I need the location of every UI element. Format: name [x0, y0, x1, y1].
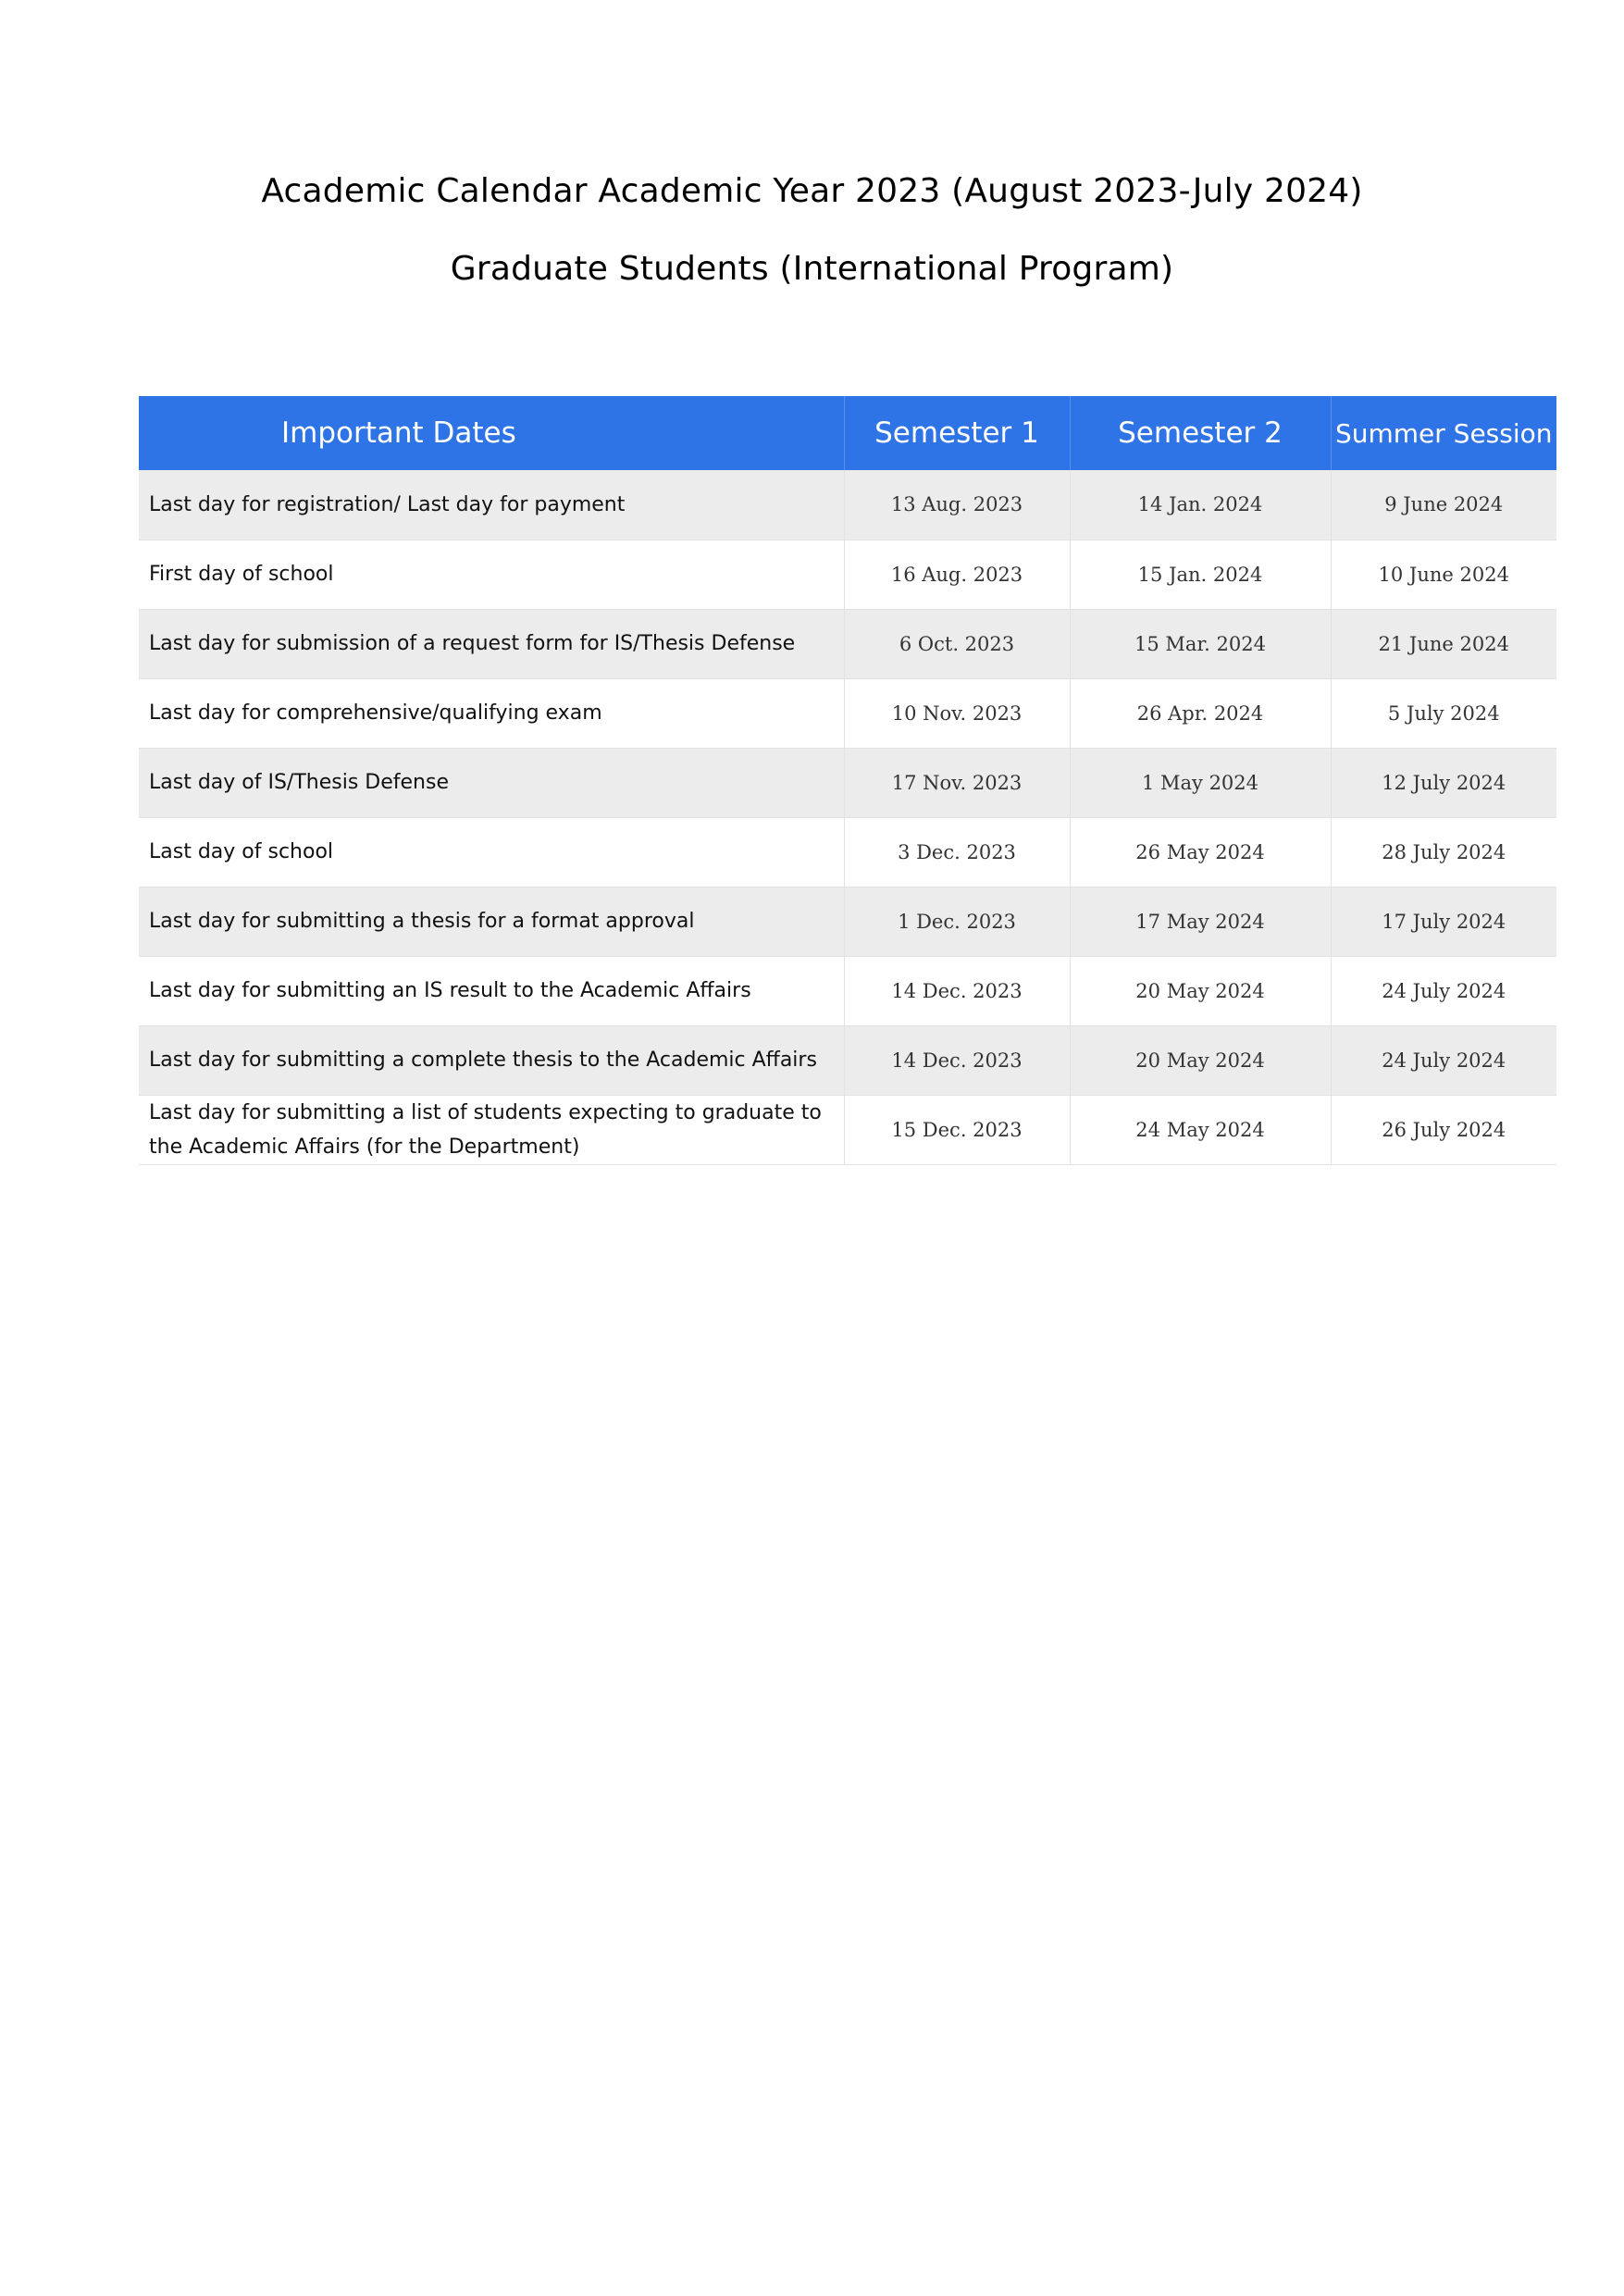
summer-date: 28 July 2024 [1382, 840, 1506, 863]
header-row [139, 396, 1556, 470]
table-row [139, 817, 1556, 887]
summer-date: 12 July 2024 [1382, 771, 1506, 794]
table-row [139, 748, 1556, 817]
semester-2-date: 26 May 2024 [1070, 817, 1331, 887]
table-row [139, 956, 1556, 1025]
semester-2-date: 17 May 2024 [1070, 887, 1331, 956]
event-name: Last day for submitting an IS result to the Academic Affairs [139, 956, 844, 1025]
summer-date: 9 June 2024 [1384, 493, 1504, 516]
table-row [139, 470, 1556, 540]
header-summer-session: Summer Session [1334, 417, 1553, 449]
event-name: Last day for submitting a complete thesis to the Academic Affairs [139, 1025, 844, 1095]
semester-1-date: 16 Aug. 2023 [844, 540, 1070, 609]
summer-date: 24 July 2024 [1382, 1049, 1506, 1072]
event-name: First day of school [139, 540, 844, 609]
table-row [139, 1025, 1556, 1095]
event-name: Last day of school [139, 817, 844, 887]
semester-2-date: 24 May 2024 [1070, 1095, 1331, 1164]
semester-1-date: 15 Dec. 2023 [844, 1095, 1070, 1164]
summer-date: 26 July 2024 [1382, 1118, 1506, 1141]
page-title: Academic Calendar Academic Year 2023 (August 2023-July 2024) [261, 172, 1363, 210]
semester-1-date: 3 Dec. 2023 [844, 817, 1070, 887]
semester-2-date: 15 Jan. 2024 [1070, 540, 1331, 609]
summer-date: 21 June 2024 [1378, 632, 1509, 655]
summer-date: 5 July 2024 [1387, 701, 1500, 725]
summer-date: 17 July 2024 [1382, 910, 1506, 933]
table-row [139, 609, 1556, 678]
header-important-dates: Important Dates [139, 396, 844, 470]
academic-calendar-table [139, 396, 1556, 1165]
semester-2-date: 20 May 2024 [1070, 956, 1331, 1025]
header-semester-1: Semester 1 [844, 396, 1070, 470]
semester-1-date: 17 Nov. 2023 [844, 748, 1070, 817]
table-body [139, 470, 1556, 1164]
event-name: Last day for submitting a thesis for a format approval [139, 887, 844, 956]
semester-2-date: 15 Mar. 2024 [1070, 609, 1331, 678]
semester-2-date: 26 Apr. 2024 [1070, 678, 1331, 748]
table-row [139, 1095, 1556, 1164]
summer-date: 10 June 2024 [1378, 563, 1509, 586]
event-name: Last day for comprehensive/qualifying exam [139, 678, 844, 748]
semester-2-date: 20 May 2024 [1070, 1025, 1331, 1095]
header-semester-2: Semester 2 [1070, 396, 1331, 470]
semester-2-date: 1 May 2024 [1070, 748, 1331, 817]
table-row [139, 887, 1556, 956]
event-name: Last day for registration/ Last day for payment [139, 470, 844, 540]
table-row [139, 678, 1556, 748]
semester-2-date: 14 Jan. 2024 [1070, 470, 1331, 540]
table-header [139, 396, 1556, 470]
event-name: Last day for submitting a list of students expecting to graduate to the Academic Affairs (for the Department) [139, 1095, 844, 1164]
semester-1-date: 14 Dec. 2023 [844, 956, 1070, 1025]
event-name: Last day of IS/Thesis Defense [139, 748, 844, 817]
summer-date: 24 July 2024 [1382, 979, 1506, 1002]
table-row [139, 540, 1556, 609]
semester-1-date: 1 Dec. 2023 [844, 887, 1070, 956]
semester-1-date: 6 Oct. 2023 [844, 609, 1070, 678]
page-subtitle: Graduate Students (International Program) [450, 250, 1174, 288]
semester-1-date: 14 Dec. 2023 [844, 1025, 1070, 1095]
semester-1-date: 10 Nov. 2023 [844, 678, 1070, 748]
semester-1-date: 13 Aug. 2023 [844, 470, 1070, 540]
event-name: Last day for submission of a request form for IS/Thesis Defense [139, 609, 844, 678]
